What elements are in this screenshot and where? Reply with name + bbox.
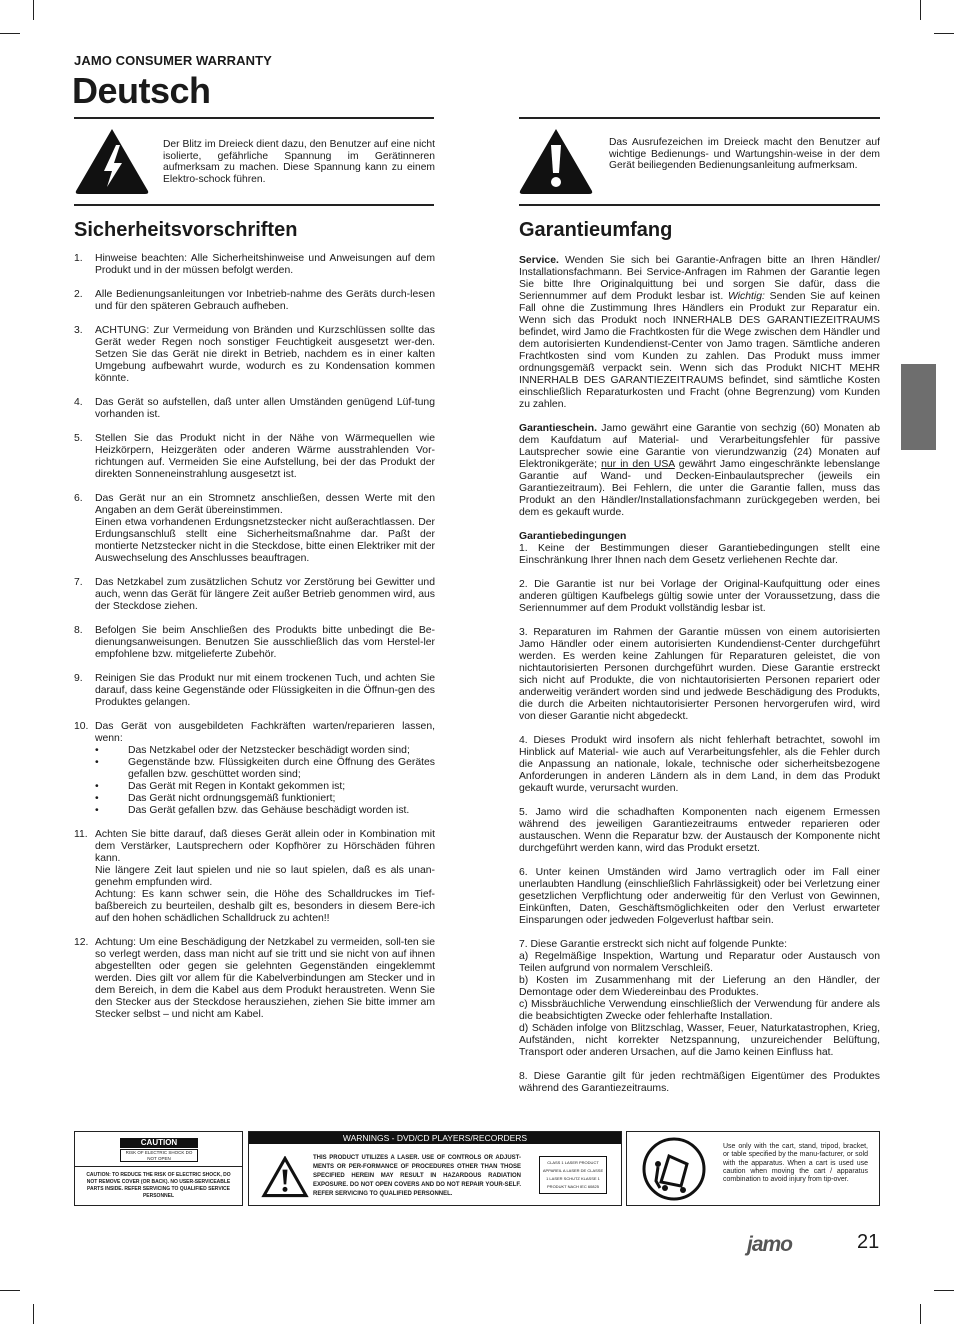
guarantee-paragraph: Garantieschein. Jamo gewährt eine Garantie von sechzig (60) Monaten ab dem Kaufdatum auf Material- und Verarbeitungsfehler für passive Lautsprecher sowie eine Garantie von vierundzwanzig (24) Monaten auf Elektronikgeräte; nur in den USA gewährt Jamo eingeschränkte lebenslange Garantie auf Wand- und Decken-Einbaulautsprecher (jeweils ein Garantiezeitraum). Bei Fehlern, die unter die Garantie fallen, muss das Produkt an den Händler/Installationsfachmann zurückgegeben werden, bei dem es gekauft wurde. xyxy=(519,423,881,518)
caution-title: CAUTION xyxy=(120,1138,198,1148)
exclamation-warning xyxy=(518,124,880,194)
condition-item: 6. Unter keinen Umständen wird Jamo vertraglich oder im Fall einer unerlaubten Handlung (einschließlich Fahrlässigkeit) oder bei Verletzung einer gesetzlichen Verpflichtung oder anderweitig für den Verlust von Gewinnen, Einkünften, Daten, Geschäftsmöglichkeiten oder den Verlust erwarteter Einsparungen oder jedweden Folgeverlust haftbar sein. xyxy=(519,867,880,926)
bullet-item: • Das Gerät nicht ordnungsgemäß funktioniert; xyxy=(95,793,435,805)
page-number: 21 xyxy=(857,1231,880,1253)
cart-tip-over-icon xyxy=(641,1136,707,1202)
list-item: 3. ACHTUNG: Zur Vermeidung von Bränden und Kurzschlüssen sollte das Gerät weder Regen noch sonstiger Feuchtigkeit ausgesetzt wer-den. Setzen Sie das Gerät nie direkt in Betrieb, nachdem es in einer kalten Umgebung aufbewahrt wurde, wodurch es zu Kondensation kommen könnte. xyxy=(74,325,435,384)
exclamation-warning-text: Das Ausrufezeichen im Dreieck macht den Benutzer auf wichtige Bedienungs- und Wartungshin-weise in der dem Gerät beiliegenden Bedienungsanleitung aufmerksam. xyxy=(609,137,880,172)
crop-mark xyxy=(934,1290,954,1291)
crop-mark xyxy=(920,0,921,20)
bullet-item: • Gegenstände bzw. Flüssigkeiten durch eine Öffnung des Gerätes gefallen bzw. geschüttet worden sind; xyxy=(95,757,435,781)
lightning-triangle-icon xyxy=(74,127,150,195)
language-tab xyxy=(901,364,936,450)
lightning-warning xyxy=(74,124,436,194)
crop-mark xyxy=(0,33,20,34)
section-heading-safety: Sicherheitsvorschriften xyxy=(74,219,298,241)
list-item: 1. Hinweise beachten: Alle Sicherheitshinweise und Anweisungen auf dem Produkt und in der müssen befolgt werden. xyxy=(74,253,435,276)
list-item: 4. Das Gerät so aufstellen, daß unter allen Umständen genügend Lüf-tung vorhanden ist. xyxy=(74,397,435,420)
caution-label xyxy=(74,1131,243,1206)
list-item: 8. Befolgen Sie beim Anschließen des Produkts bitte unbedingt die Be-dienungsanweisungen. Benutzen Sie ausschließlich das vom Herstel-ler empfohlene bzw. mitgelieferte Zubehör. xyxy=(74,625,435,660)
dvd-warning-title: WARNINGS - DVD/CD PLAYERS/RECORDERS xyxy=(249,1132,621,1144)
laser-class-label: CLASS 1 LASER PRODUCT APPAREIL A LASER DE CLASSE 1 LASER SCHUTZ KLASSE 1 PRODUKT NACH IEC 60825 xyxy=(539,1156,607,1194)
section-heading-warranty: Garantieumfang xyxy=(519,219,673,241)
condition-item: 5. Jamo wird die schadhaften Komponenten nach eigenem Ermessen während des jeweiligen Garantiezeitraums entweder reparieren oder austauschen. Wenn die Reparatur bzw. der Austausch der Komponente nicht durchgeführt werden kann, wird das Produkt ersetzt. xyxy=(519,807,880,854)
bullet-item: • Das Netzkabel oder der Netzstecker beschädigt worden sind; xyxy=(95,745,435,757)
warranty-column xyxy=(519,255,880,1107)
crop-mark xyxy=(33,0,34,20)
condition-item: 8. Diese Garantie gilt für jeden rechtmäßigen Eigentümer des Produktes während des Garantiezeitraums. xyxy=(519,1071,880,1094)
divider xyxy=(74,204,434,206)
condition-item: 3. Reparaturen im Rahmen der Garantie müssen von einem autorisierten Jamo Händler oder einem autorisierten Kundendienst-Center durchgeführt werden. Es werden keine Zahlungen für Reparaturen geleistet, die von nichtautorisierten Personen durchgeführt wurden. Diese Garantie erstreckt sich nicht auf Produkte, die von nichtautorisierten Personen repariert oder anderweitig verändert worden sind und jedwede Beschädigung des Produkts, die durch die Arbeiten nichtautorisierter Personen hervorgerufen wird, wird von dieser Garantie nicht abgedeckt. xyxy=(519,627,880,722)
dvd-warning-label xyxy=(248,1131,622,1206)
list-item: 11. Achten Sie bitte darauf, daß dieses Gerät allein oder in Kombination mit dem Verstärker, Lautsprechern oder Kopfhörer zu Hörschäden führen kann. Nie längere Zeit laut spielen und nie so laut spielen, daß es als unan-genehm empfunden wird. Achtung: Es kann schwer sein, die Höhe des Schalldruckes im Tief-baßbereich zu beurteilen, deshalb gilt es, besonders in diesem Bere-ich auf den hohen schädlichen Schalldruck zu achten!! xyxy=(74,829,435,924)
condition-item: 1. Keine der Bestimmungen dieser Garantiebedingungen stellt eine Einschränkung Ihrer Ihnen nach dem Gesetz verliehenen Rechte dar. xyxy=(519,543,880,566)
exclamation-triangle-icon xyxy=(261,1156,309,1198)
crop-mark xyxy=(934,33,954,34)
caution-subtitle: RISK OF ELECTRIC SHOCK DO NOT OPEN xyxy=(120,1149,198,1162)
safety-rules-list xyxy=(74,253,435,1021)
condition-item: 7. Diese Garantie erstreckt sich nicht auf folgende Punkte: a) Regelmäßige Inspektion, Wartung und Reparatur oder Austausch von Teilen aufgrund von normalem Verschleiß. b) Kosten im Zusammenhang mit der Lieferung an den Händler, der Demontage oder dem Wiedereinbau des Produktes. c) Missbräuchliche Verwendung einschließlich der Verwendung für andere als die beabsichtigten Zwecke oder fehlerhafte Installation. d) Schäden infolge von Blitzschlag, Wasser, Feuer, Naturkatastrophen, Krieg, Aufständen, nicht korrekter Netzspannung, unzureichender Belüftung, Transport oder anderen Ursachen, auf die Jamo keinen Einfluss hat. xyxy=(519,939,880,1058)
list-item: 2. Alle Bedienungsanleitungen vor Inbetrieb-nahme des Geräts durch-lesen und für den späteren Gebrauch aufheben. xyxy=(74,289,435,312)
crop-mark xyxy=(0,1290,20,1291)
list-item: 12. Achtung: Um eine Beschädigung der Netzkabel zu vermeiden, soll-ten sie so verlegt werden, dass man nicht auf sie tritt und sie nicht von auf ihnen abgestellten oder gegen sie gelehnten Gegenständen eingeklemmt werden. Dies gilt vor allem für die Kabelverbindungen am Stecker und in dem Bereich, in dem die Kabel aus dem Produkt heraustreten. Wenn Sie den Stecker aus der Steckdose herausziehen, ziehen Sie bitte immer am Stecker selbst – und nicht am Kabel. xyxy=(74,937,435,1020)
list-item: 6. Das Gerät nur an ein Stromnetz anschließen, dessen Werte mit den Angaben an dem Gerät übereinstimmen. Einen etwa vorhandenen Erdungsnetzstecker nicht außerachtlassen. Der Erdungsanschluß stellt eine Sicherheitsmaßnahme dar. Paßt der montierte Netzstecker nicht in die Steckdose, bitte einen Elektriker mit der Auswechselung des Anschlusses beauftragen. xyxy=(74,493,435,564)
exclamation-triangle-icon xyxy=(518,127,594,195)
dvd-warning-body: THIS PRODUCT UTILIZES A LASER. USE OF CONTROLS OR ADJUST-MENTS OR PER-FORMANCE OF PROCEDURES OTHER THAN THOSE SPECIFIED HEREIN MAY RESULT IN HAZARDOUS RADIATION EXPOSURE. DO NOT OPEN COVERS AND DO NOT REPAIR YOUR-SELF. REFER SERVICING TO QUALIFIED PERSONNEL. xyxy=(313,1155,521,1197)
caution-body: CAUTION: TO REDUCE THE RISK OF ELECTRIC SHOCK, DO NOT REMOVE COVER (OR BACK). NO USER-SERVICEABLE PARTS INSIDE. REFER SERVICING TO QUALIFIED SERVICE PERSONNEL xyxy=(86,1172,231,1199)
bullet-item: • Das Gerät gefallen bzw. das Gehäuse beschädigt worden ist. xyxy=(95,805,435,817)
list-item: 5. Stellen Sie das Produkt nicht in der Nähe von Wärmequellen wie Heizkörpern, Heizgeräten oder anderen Wärme ausstrahlenden Vor-richtungen auf. Vermeiden Sie eine Aufstellung, bei der das Produkt der direkten Sonneneinstrahlung ausgesetzt ist. xyxy=(74,433,435,480)
divider xyxy=(519,204,880,206)
divider xyxy=(519,117,880,119)
condition-item: 2. Die Garantie ist nur bei Vorlage der Original-Kaufquittung oder eines anderen gültigen Kaufbelegs gültig sowie unter der Voraussetzung, dass die Seriennummer auf dem Produkt vollständig lesbar ist. xyxy=(519,579,880,614)
lightning-warning-text: Der Blitz im Dreieck dient dazu, den Benutzer auf eine nicht isolierte, gefährliche Spannung im Gerätinneren aufmerksam zu machen. Diese Spannung kann zu einem Elektro-schock führen. xyxy=(163,139,435,185)
cart-warning-text: Use only with the cart, stand, tripod, bracket, or table specified by the manu-facturer, or sold with the apparatus. When a cart is used use caution when moving the cart / apparatus combination to avoid injury from tip-over. xyxy=(723,1143,868,1184)
jamo-logo: jamo xyxy=(747,1233,793,1256)
safety-column xyxy=(74,253,435,1033)
crop-mark xyxy=(920,1304,921,1324)
service-conditions-list xyxy=(95,745,435,817)
bullet-item: • Das Gerät mit Regen in Kontakt gekommen ist; xyxy=(95,781,435,793)
service-paragraph: Service. Wenden Sie sich bei Garantie-Anfragen bitte an Ihren Händler/ Installationsfachmann. Bei Service-Anfragen im Rahmen der Garantie legen Sie bitte Ihre Originalquittung bei und sorgen Sie dafür, dass die Seriennummer auf dem Produkt lesbar ist. Wichtig: Senden Sie auf keinen Fall ohne die Zustimmung Ihres Händlers ein Produkt zur Reparatur ein. Wenn sich das Produkt noch INNERHALB DES GARANTIEZEITRAUMS befindet, wird Jamo die Frachtkosten für die Wege zwischen dem Händler und dem autorisierten Kundendienst-Center von Jamo tragen. Sämtliche anderen Frachtkosten sind vom Kunden zu zahlen. Das Produkt muss immer ordnungsgemäß verpackt sein. Wenn sich das Produkt NICHT MEHR INNERHALB DES GARANTIEZEITRAUMS befindet, sind sämtliche Kosten einschließlich Reparaturkosten und Fracht (ohne Begrenzung) vom Kunden zu zahlen. xyxy=(519,255,880,410)
page-title: Deutsch xyxy=(72,70,211,111)
document-kicker: JAMO CONSUMER WARRANTY xyxy=(74,53,272,68)
crop-mark xyxy=(33,1304,34,1324)
cart-warning-label xyxy=(626,1131,880,1206)
divider xyxy=(74,117,434,119)
conditions-heading: Garantiebedingungen xyxy=(519,531,627,542)
list-item: 10. Das Gerät von ausgebildeten Fachkräften warten/reparieren lassen, wenn: • Das Netzkabel oder der Netzstecker beschädigt worden sind; • Gegenstände bzw. Flüssigkeiten durch eine Öffnung des Gerätes gefallen bzw. geschüttet worden sind; • Das Gerät mit Regen in Kontakt gekommen ist; • Das Gerät nicht ordnungsgemäß funktioniert; • Das Gerät gefallen bzw. das Gehäuse beschädigt worden ist. xyxy=(74,721,435,817)
condition-item: 4. Dieses Produkt wird insofern als nicht fehlerhaft betrachtet, sowohl im Hinblick auf Material- wie auch auf Verarbeitungsfehler, als die Fehler durch die Anpassung an nationale, lokale, technische oder sicherheitsbezogene Anforderungen in anderen Ländern als in dem Land, in dem das Produkt gekauft wurde, verursacht wurden. xyxy=(519,735,880,794)
divider xyxy=(75,1166,242,1167)
list-item: 7. Das Netzkabel zum zusätzlichen Schutz vor Zerstörung bei Gewitter und auch, wenn das Gerät für längere Zeit außer Betrieb genommen wird, aus der Steckdose ziehen. xyxy=(74,577,435,612)
list-item: 9. Reinigen Sie das Produkt nur mit einem trockenen Tuch, und achten Sie darauf, dass keine Gegenstände oder Flüssigkeiten in die Öffnun-gen des Produktes gelangen. xyxy=(74,673,435,708)
